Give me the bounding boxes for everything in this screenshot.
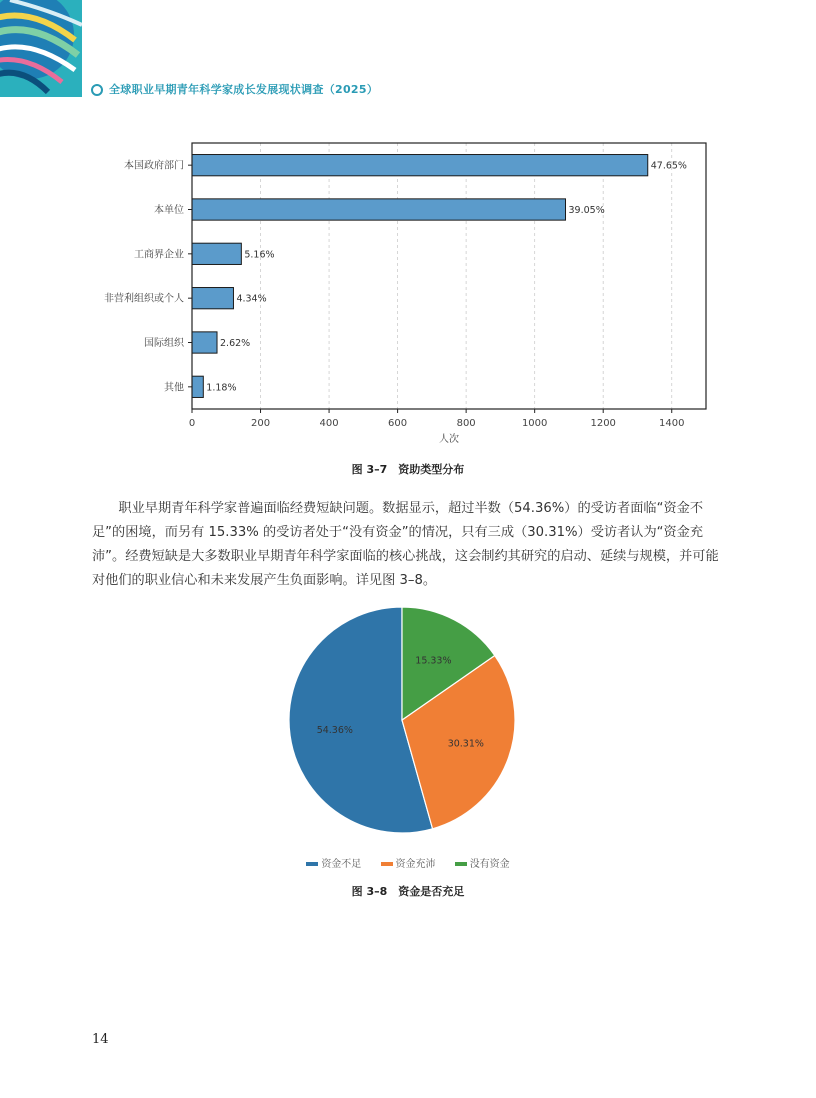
- category-label: 国际组织: [144, 338, 184, 349]
- legend-item-sufficient: [381, 855, 436, 870]
- bar-data-label: 5.16%: [244, 249, 275, 261]
- funding-type-bar-chart: [70, 135, 730, 455]
- legend-label: 资金不足: [321, 859, 362, 870]
- plot-area: [192, 143, 706, 409]
- bar: [192, 376, 203, 397]
- pie-data-label: 30.31%: [447, 738, 484, 750]
- figure-3-8-caption: 图 3–8 资金是否充足: [351, 885, 465, 898]
- pie-data-label: 54.36%: [316, 724, 353, 736]
- legend-label: 资金充沛: [395, 859, 436, 870]
- bar-data-label: 39.05%: [568, 205, 605, 216]
- x-tick-label: 1400: [659, 418, 685, 429]
- legend-label: 没有资金: [469, 859, 510, 870]
- legend-item-insufficient: [306, 855, 361, 870]
- category-label: 工商界企业: [134, 249, 184, 261]
- x-axis-label: 人次: [439, 434, 459, 445]
- page-number: 14: [92, 1032, 109, 1047]
- header-title: [91, 81, 378, 97]
- bar-data-label: 2.62%: [220, 338, 251, 349]
- legend-swatch: [455, 862, 467, 866]
- legend-item-no-funding: [455, 855, 510, 870]
- body-paragraph: 职业早期青年科学家普遍面临经费短缺问题。数据显示，超过半数（54.36%）的受访者面临“资金不足”的困境，而另有 15.33% 的受访者处于“没有资金”的情况，只有三成（30.31%）受访者认为“资金充沛”。经费短缺是大多数职业早期青年科学家面临的核心挑战，这会制约其研究的启动、延续与规模，并可能对他们的职业信心和未来发展产生负面影响。详见图 3–8。: [92, 501, 719, 588]
- x-tick-labels: [189, 409, 685, 429]
- figure-3-7-caption: 图 3–7 资助类型分布: [351, 463, 465, 476]
- x-tick-label: 0: [188, 418, 196, 429]
- header-title-text: 全球职业早期青年科学家成长发展现状调查（2025）: [109, 83, 379, 96]
- category-label: 其他: [164, 382, 184, 394]
- x-tick-label: 1200: [590, 418, 616, 429]
- pie-legend: [0, 855, 816, 870]
- grid-lines: [261, 143, 672, 409]
- cover-decoration: [0, 0, 82, 97]
- data-labels: [206, 161, 687, 394]
- x-tick-label: 1000: [521, 418, 548, 429]
- bar: [192, 199, 566, 220]
- category-label: 本国政府部门: [124, 160, 184, 172]
- pie-data-label: 15.33%: [415, 655, 452, 667]
- x-tick-label: 400: [319, 418, 339, 429]
- bar-data-label: 47.65%: [650, 160, 687, 172]
- x-tick-label: 200: [250, 418, 271, 429]
- bar: [192, 332, 217, 353]
- category-label: 非营利组织或个人: [104, 293, 184, 305]
- bar: [192, 155, 648, 176]
- legend-swatch: [306, 862, 318, 866]
- category-labels: [104, 159, 192, 394]
- emblem-icon: [91, 84, 103, 96]
- x-tick-label: 600: [388, 418, 408, 429]
- category-label: 本单位: [154, 205, 184, 216]
- plot-frame: [192, 143, 706, 409]
- bar-data-label: 1.18%: [206, 382, 237, 394]
- bar: [192, 288, 233, 309]
- funding-sufficiency-pie-chart: [270, 597, 540, 847]
- pie-slices: [289, 607, 515, 833]
- bar-data-label: 4.34%: [236, 293, 267, 305]
- x-tick-label: 800: [456, 418, 476, 429]
- legend-swatch: [381, 862, 393, 866]
- bar: [192, 243, 241, 264]
